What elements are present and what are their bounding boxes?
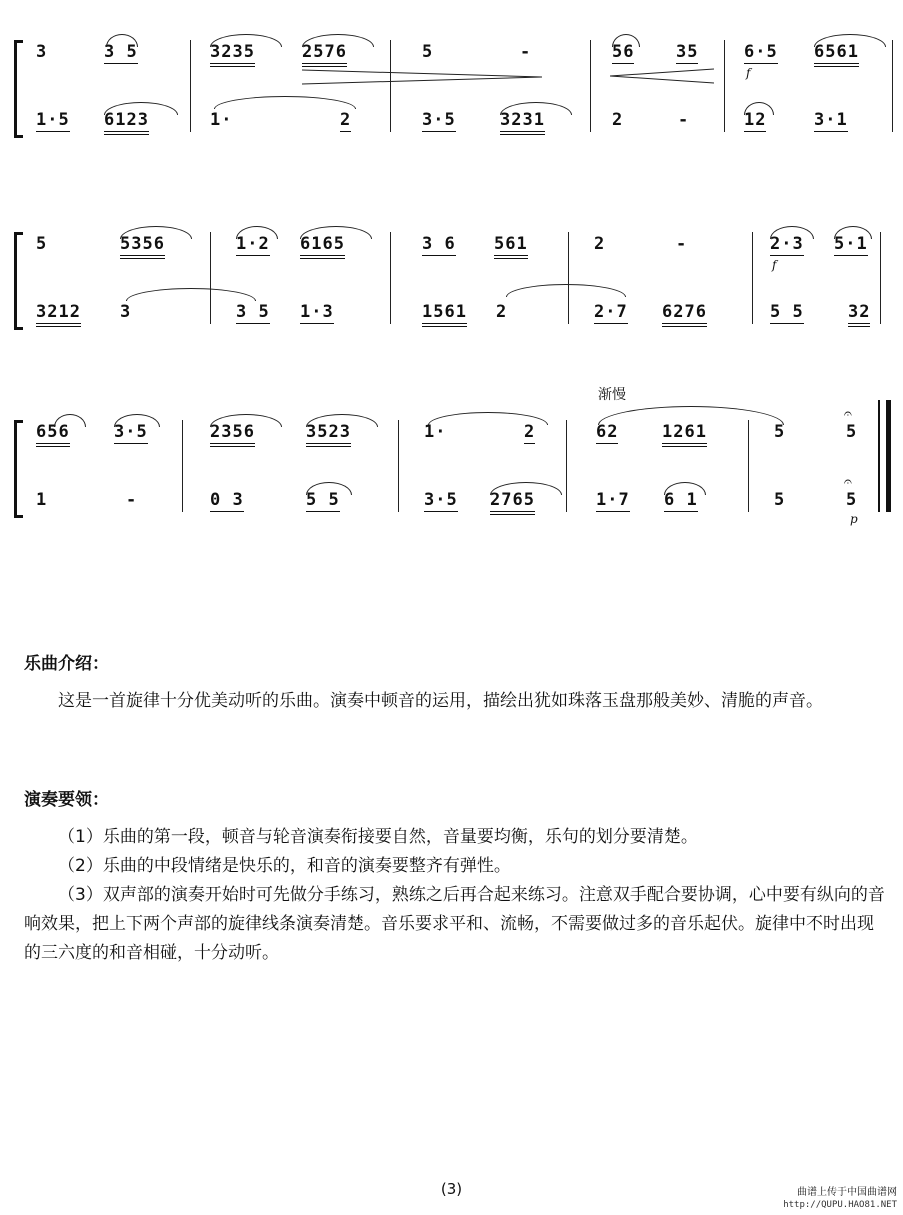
slur xyxy=(814,34,886,47)
crescendo-hairpin xyxy=(610,66,714,86)
note-group: 2·7 xyxy=(594,302,628,322)
note-group: 2 xyxy=(594,234,606,254)
note-group: 5 xyxy=(774,490,786,510)
slur xyxy=(612,34,640,47)
slur xyxy=(106,34,138,47)
note-group: 5 5 xyxy=(770,302,804,322)
slur xyxy=(302,34,374,47)
note-group: 5 xyxy=(846,422,858,442)
slur xyxy=(306,414,378,427)
note-group: 3 6 xyxy=(422,234,456,254)
note-group: 5·1 xyxy=(834,234,868,254)
lower-voice xyxy=(14,302,894,330)
note-group: 6276 xyxy=(662,302,707,327)
watermark-line-1: 曲谱上传于中国曲谱网 xyxy=(797,1187,897,1198)
slur xyxy=(770,226,814,239)
intro-section xyxy=(24,650,886,716)
dynamic-mark: f xyxy=(772,258,777,272)
note-group: 3 xyxy=(120,302,132,322)
note-group: 1·3 xyxy=(300,302,334,322)
note-group: 656 xyxy=(36,422,70,447)
note-group: - xyxy=(126,490,138,510)
slur xyxy=(210,414,282,427)
slur xyxy=(506,284,626,297)
slur xyxy=(834,226,872,239)
note-group: 0 3 xyxy=(210,490,244,510)
note-group: 3·1 xyxy=(814,110,848,130)
slur xyxy=(500,102,572,115)
fermata-icon: 𝄐 xyxy=(844,474,852,490)
slur xyxy=(104,102,178,115)
note-group: 2 xyxy=(340,110,352,130)
note-group: 1· xyxy=(210,110,233,130)
score-system-3 xyxy=(14,387,894,526)
note-group: 2356 xyxy=(210,422,255,447)
note-group: 3 5 xyxy=(236,302,270,322)
note-group: 3 5 xyxy=(104,42,138,62)
note-group: 3231 xyxy=(500,110,545,135)
lower-voice xyxy=(14,490,894,518)
note-group: 6·5 xyxy=(744,42,778,62)
note-group: 1·2 xyxy=(236,234,270,254)
note-group: 6165 xyxy=(300,234,345,259)
slur xyxy=(306,482,352,495)
note-group: 32 xyxy=(848,302,870,327)
slur xyxy=(210,34,282,47)
note-group: 2 xyxy=(524,422,536,442)
note-group: - xyxy=(678,110,690,130)
tips-heading: 演奏要领： xyxy=(24,790,109,810)
slur xyxy=(664,482,706,495)
slur xyxy=(114,414,160,427)
note-group: - xyxy=(676,234,688,254)
note-group: 1261 xyxy=(662,422,707,447)
note-group: 3523 xyxy=(306,422,351,447)
slur xyxy=(236,226,278,239)
note-group: 3·5 xyxy=(422,110,456,130)
note-group: 2 xyxy=(612,110,624,130)
note-group: 56 xyxy=(612,42,635,62)
slur xyxy=(126,288,256,301)
tips-section xyxy=(24,786,886,968)
note-group: 3212 xyxy=(36,302,81,327)
tips-item-2: （2）乐曲的中段情绪是快乐的，和音的演奏要整齐有弹性。 xyxy=(58,856,511,876)
note-group: 561 xyxy=(494,234,528,259)
tips-item-1: （1）乐曲的第一段，顿音与轮音演奏衔接要自然，音量要均衡，乐句的划分要清楚。 xyxy=(58,827,698,847)
note-group: 6 1 xyxy=(664,490,698,510)
score-system-2 xyxy=(14,232,894,332)
slur xyxy=(214,96,356,109)
slur xyxy=(428,412,548,425)
note-group: 5 xyxy=(846,490,858,510)
note-group: 2·3 xyxy=(770,234,804,254)
slur xyxy=(120,226,192,239)
note-group: 12 xyxy=(744,110,767,130)
note-group: 2765 xyxy=(490,490,535,515)
decrescendo-hairpin xyxy=(302,66,542,88)
note-group: 1 xyxy=(36,490,48,510)
note-group: 3 xyxy=(36,42,48,62)
note-group: 3·5 xyxy=(424,490,458,510)
note-group: 1·7 xyxy=(596,490,630,510)
dynamic-mark: p xyxy=(850,512,858,526)
note-group: 3235 xyxy=(210,42,255,67)
note-group: 35 xyxy=(676,42,699,62)
note-group: 5 5 xyxy=(306,490,340,510)
note-group: 5 xyxy=(774,422,786,442)
site-watermark xyxy=(783,1187,897,1211)
watermark-line-2: http://QUPU.HAO81.NET xyxy=(783,1200,897,1210)
note-group: 6123 xyxy=(104,110,149,135)
note-group: 1561 xyxy=(422,302,467,327)
tips-item-3: （3）双声部的演奏开始时可先做分手练习，熟练之后再合起来练习。注意双手配合要协调，心中要有纵向的音响效果，把上下两个声部的旋律线条演奏清楚。音乐要求平和、流畅，不需要做过多的音乐起伏。旋律中不时出现的三六度的和音相碰，十分动听。 xyxy=(24,885,885,963)
score-system-1 xyxy=(14,40,894,140)
note-group: 5 xyxy=(36,234,48,254)
tempo-marking: 渐慢 xyxy=(598,387,626,403)
slur xyxy=(300,226,372,239)
slur xyxy=(744,102,774,115)
note-group: 5356 xyxy=(120,234,165,259)
note-group: 62 xyxy=(596,422,619,442)
note-group: 2 xyxy=(496,302,508,322)
note-group: 1·5 xyxy=(36,110,70,130)
intro-heading: 乐曲介绍： xyxy=(24,654,109,674)
note-group: 2576 xyxy=(302,42,347,67)
note-group: 5 xyxy=(422,42,434,62)
note-group: - xyxy=(520,42,532,62)
note-group: 3·5 xyxy=(114,422,148,442)
fermata-icon: 𝄐 xyxy=(844,406,852,422)
intro-body: 这是一首旋律十分优美动听的乐曲。演奏中顿音的运用，描绘出犹如珠落玉盘那般美妙、清脆的声音。 xyxy=(58,691,823,711)
dynamic-mark: f xyxy=(746,66,751,80)
slur xyxy=(490,482,562,495)
note-group: 1· xyxy=(424,422,447,442)
page-number: (3) xyxy=(440,1180,463,1198)
note-group: 6561 xyxy=(814,42,859,67)
